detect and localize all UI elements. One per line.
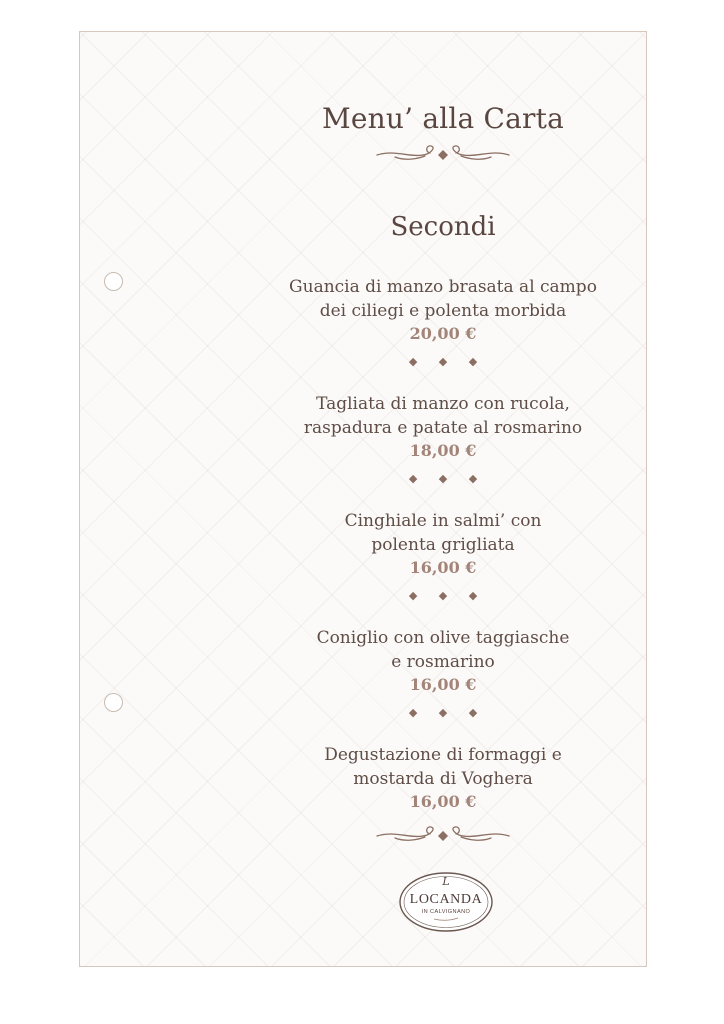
item-name-line: Cinghiale in salmi’ con xyxy=(344,511,542,531)
item-name-line: dei ciliegi e polenta morbida xyxy=(319,301,567,321)
menu-title: Menu’ alla Carta xyxy=(322,102,564,135)
menu-item xyxy=(280,509,606,626)
logo-name: LOCANDA xyxy=(409,892,483,907)
section-title: Secondi xyxy=(390,212,496,242)
separator-diamonds-icon: ◆ ◆ ◆ xyxy=(408,472,487,485)
item-name-line: Degustazione di formaggi e xyxy=(324,745,562,765)
binder-hole-bottom xyxy=(104,693,123,712)
item-name-line: Guancia di manzo brasata al campo xyxy=(289,277,597,297)
item-price: 18,00 € xyxy=(409,441,477,460)
item-name-line: Tagliata di manzo con rucola, xyxy=(316,394,570,414)
item-name-line: e rosmarino xyxy=(391,652,495,672)
item-price: 20,00 € xyxy=(409,324,477,343)
item-name-line: mostarda di Voghera xyxy=(353,769,533,789)
item-price: 16,00 € xyxy=(409,675,477,694)
item-price: 16,00 € xyxy=(409,792,477,811)
logo-subtitle: IN CALVIGNANO xyxy=(421,909,471,915)
logo-monogram: L xyxy=(442,875,450,888)
item-name-line: polenta grigliata xyxy=(371,535,515,555)
flourish-bottom-icon xyxy=(375,824,511,848)
locanda-logo xyxy=(398,866,494,934)
binder-hole-top xyxy=(104,272,123,291)
separator-diamonds-icon: ◆ ◆ ◆ xyxy=(408,706,487,719)
separator-diamonds-icon: ◆ ◆ ◆ xyxy=(408,355,487,368)
menu-item xyxy=(280,275,606,392)
item-price: 16,00 € xyxy=(409,558,477,577)
menu-page xyxy=(79,31,647,967)
menu-item xyxy=(280,392,606,509)
flourish-top-icon xyxy=(375,143,511,167)
separator-diamonds-icon: ◆ ◆ ◆ xyxy=(408,589,487,602)
menu-items xyxy=(280,275,606,860)
item-name-line: raspadura e patate al rosmarino xyxy=(303,418,583,438)
item-name-line: Coniglio con olive taggiasche xyxy=(316,628,570,648)
menu-item xyxy=(280,626,606,743)
